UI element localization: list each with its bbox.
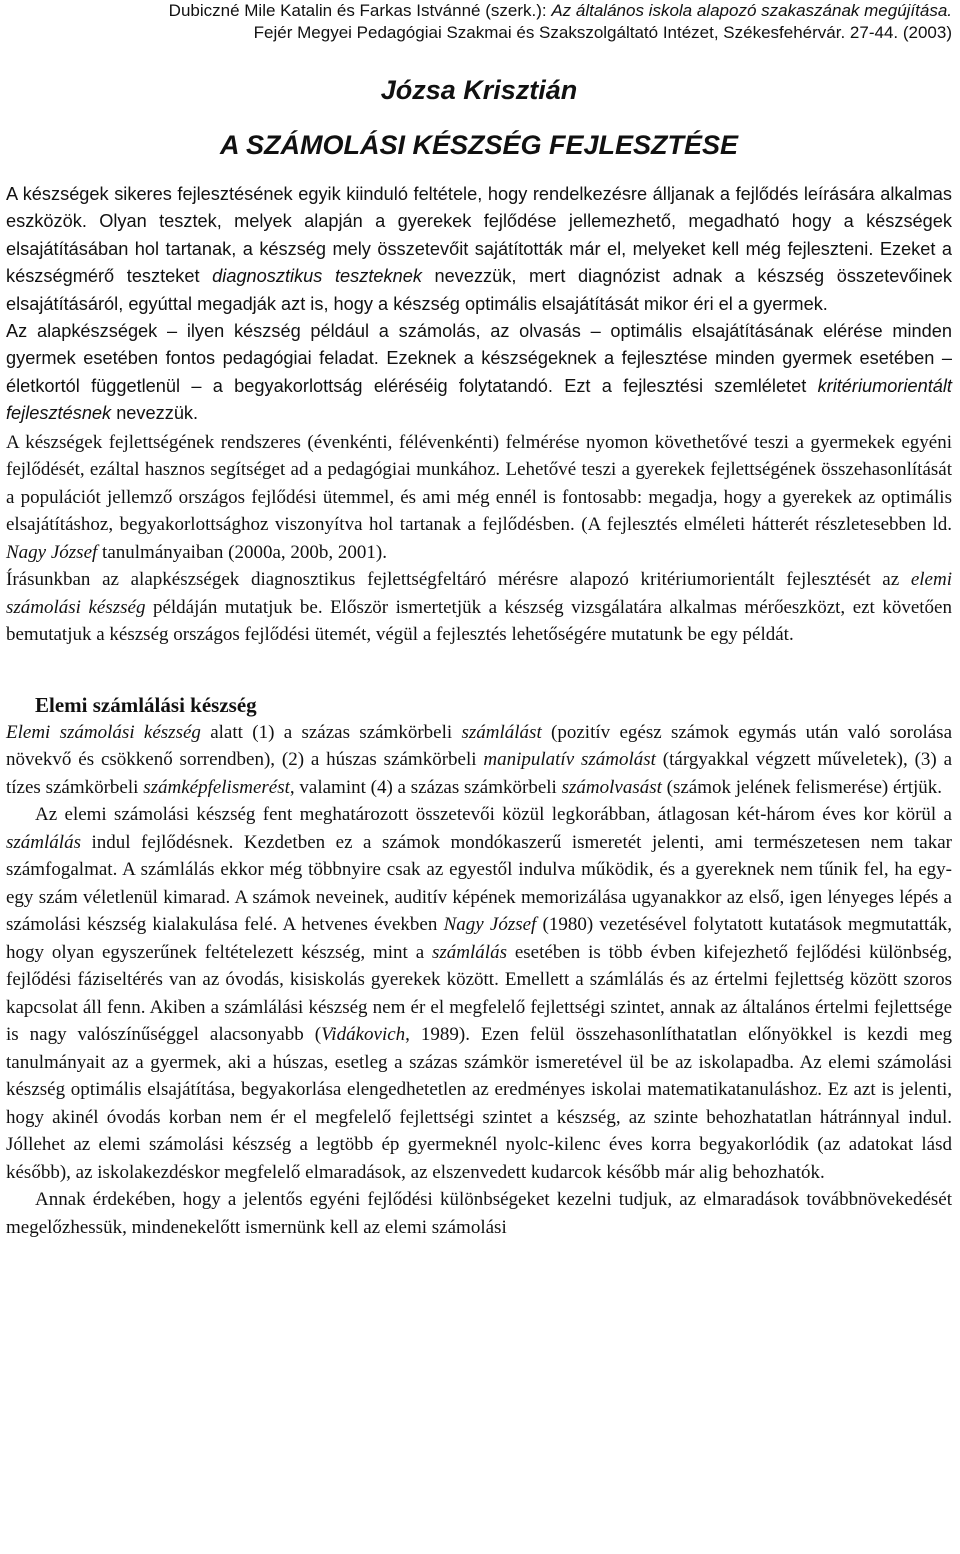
sec-2-a: Az elemi számolási készség fent meghatározott összetevői közül legkorábban, átlagosan két-három éves kor körül a bbox=[35, 804, 952, 826]
sec-1-c: számlálást bbox=[461, 721, 542, 743]
sec-2-d: Nagy József bbox=[443, 914, 537, 936]
sec-2-f: számlálás bbox=[432, 941, 507, 963]
sec-2-e: (1980) vezetésével folytatott kutatások megmutatták, hogy olyan egyszerűnek feltételezett készség, mint a bbox=[6, 914, 952, 963]
body-paragraph-1 bbox=[6, 429, 952, 567]
sec-1-b: alatt (1) a százas számkörbeli bbox=[200, 721, 462, 743]
sec-2-c: indul fejlődésnek. Kezdetben ez a számok mondókaszerű ismeretét jelenti, ami természetesen nem takar számfogalmat. A számlálás ekkor még többnyire csak az egyestől indulva működik, és a gyereknek nem tűnik fel, ha egy-egy szám véletlenül kimarad. A számok neveinek, auditív képének memorizálása ugyanakkor az első, igen lényeges lépés a számolási készség kialakulása felé. A hetvenes években bbox=[6, 831, 952, 936]
sec-1-i: számolvasást bbox=[561, 776, 662, 798]
body-2-text-c: példáján mutatjuk be. Először ismertetjük a készség vizsgálatára alkalmas mérőeszközt, ezt követően bemutatjuk a készség országos fejlődési ütemét, végül a fejlesztés lehetőségére mutatunk be egy példát. bbox=[6, 596, 952, 646]
body-1-text-c: tanulmányaiban (2000a, 200b, 2001). bbox=[97, 541, 387, 563]
intro-1-term: diagnosztikus teszteknek bbox=[212, 266, 422, 287]
sec-1-a: Elemi számolási készség bbox=[6, 721, 201, 743]
citation-editors: Dubiczné Mile Katalin és Farkas Istvánné (szerk.): bbox=[168, 1, 552, 20]
sec-1-j: (számok jelének felismerése) értjük. bbox=[661, 776, 943, 798]
sec-1-h: , valamint (4) a százas számkörbeli bbox=[289, 776, 562, 798]
body-1-text-a: A készségek fejlettségének rendszeres (évenkénti, félévenkénti) felmérése nyomon követhetővé teszi a gyermekek egyéni fejlődését, ezáltal hasznos segítséget ad a pedagógiai munkához. Lehetővé teszi a gyerekek fejlettségének összehasonlítását a populációt jellemző országos fejlődési ütemmel, és ami még ennél is fontosabb: megadja, hogy a gyerekek az optimális elsajátításhoz, begyakorlottsághoz viszonyítva hol tartanak a fejlődésben. (A fejlesztés elméleti hátterét részletesebben ld. bbox=[6, 431, 952, 536]
sec-2-i: , 1989). Ezen felül összehasonlíthatatlan előnyökkel is kezdi meg tanulmányait az a gyermek, aki a húszas, esetleg a százas számkör ismeretével ül be az iskolapadba. Az elemi számolási készség optimális elsajátítása, begyakorlása elengedhetetlen az eredményes iskolai matematikatanuláshoz. Ez azt is jelenti, hogy akinél óvodás korban nem ér el megfelelő fejlettségi szintet a készség, az szinte behozhatatlan hátránnyal indul. Jóllehet az elemi számolási készség a legtöbb ép gyermeknél nyolc-kilenc éves korra begyakorlódik (az adatokat lásd később), az iskolakezdéskor megfelelő elmaradások, az elszenvedett kudarcok később már alig behozhatók. bbox=[6, 1024, 952, 1183]
intro-1-text-c: nevezzük, mert diagnózist adnak a készség összetevőinek elsajátításáról, egyúttal megadják azt is, hogy a készség optimális elsajátítását mikor éri el a gyermek. bbox=[6, 266, 952, 314]
intro-2-text-c: nevezzük. bbox=[111, 403, 199, 424]
section-paragraph-2 bbox=[6, 801, 952, 1186]
body-2-text-a: Írásunkban az alapkészségek diagnosztikus fejlettségfeltáró mérésre alapozó kritériumorientált fejlesztését az bbox=[6, 569, 911, 591]
article-title: A SZÁMOLÁSI KÉSZSÉG FEJLESZTÉSE bbox=[219, 130, 739, 160]
citation-book-title: Az általános iskola alapozó szakaszának megújítása. bbox=[551, 1, 952, 20]
author-name: Józsa Krisztián bbox=[380, 75, 578, 105]
citation-line-2: Fejér Megyei Pedagógiai Szakmai és Szakszolgáltató Intézet, Székesfehérvár. 27-44. (2003) bbox=[253, 23, 952, 42]
sec-2-h: Vidákovich bbox=[321, 1024, 406, 1046]
document-page bbox=[6, 0, 952, 1241]
sec-2-g: esetében is több évben kifejezhető fejlődési különbség, fejlődési fáziseltérés van az óvodás, kisiskolás gyerekek között. Emellett a számlálás és az értelmi fejlettség között szoros kapcsolat áll fenn. Akiben a számlálási készség nem ér el megfelelő fejlettségi szintet, annak az általános értelmi fejlettsége is nagy valószínűséggel alacsonyabb ( bbox=[6, 941, 952, 1046]
citation-line-1 bbox=[6, 0, 952, 22]
body-1-author-ref: Nagy József bbox=[6, 541, 98, 563]
body-paragraph-2 bbox=[6, 566, 952, 649]
sec-1-g: számképfelismerést bbox=[143, 776, 290, 798]
body-2-term: elemi számolási készség bbox=[6, 569, 952, 618]
intro-1-text-a: A készségek sikeres fejlesztésének egyik kiinduló feltétele, hogy rendelkezésre álljanak a fejlődés leírására alkalmas eszközök. Olyan tesztek, melyek alapján a gyerekek fejlődése jellemezhető, megadható hogy a készségek elsajátításában hol tartanak, a készség mely összetevőit sajátították már el, melyeket kell még fejleszteni. Ezeket a készségmérő teszteket bbox=[6, 184, 952, 287]
sec-2-b: számlálás bbox=[6, 831, 81, 853]
intro-paragraph-2 bbox=[6, 318, 952, 428]
intro-paragraph-1 bbox=[6, 181, 952, 318]
sec-1-f: (tárgyakkal végzett műveletek), (3) a tízes számkörbeli bbox=[6, 749, 952, 798]
sec-1-e: manipulatív számolást bbox=[483, 749, 656, 771]
intro-2-text-a: Az alapkészségek – ilyen készség például a számolás, az olvasás – optimális elsajátításának elérése minden gyermek esetében fontos pedagógiai feladat. Ezeknek a készségeknek a fejlesztése minden gyermek esetében – életkortól függetlenül – a begyakorlottság eléréséig folytatandó. Ezt a fejlesztési szemléletet bbox=[6, 321, 952, 396]
section-paragraph-1 bbox=[6, 719, 952, 802]
intro-2-term: kritériumorientált fejlesztésnek bbox=[6, 375, 952, 424]
section-paragraph-3: Annak érdekében, hogy a jelentős egyéni fejlődési különbségeket kezelni tudjuk, az elmaradások továbbnövekedését megelőzhessük, mindenekelőtt ismernünk kell az elemi számolási bbox=[6, 1189, 952, 1238]
sec-1-d: (pozitív egész számok egymás után való sorolása növekvő és csökkenő sorrendben), (2) a húszas számkörbeli bbox=[6, 721, 953, 771]
section-heading: Elemi számlálási készség bbox=[35, 692, 257, 717]
